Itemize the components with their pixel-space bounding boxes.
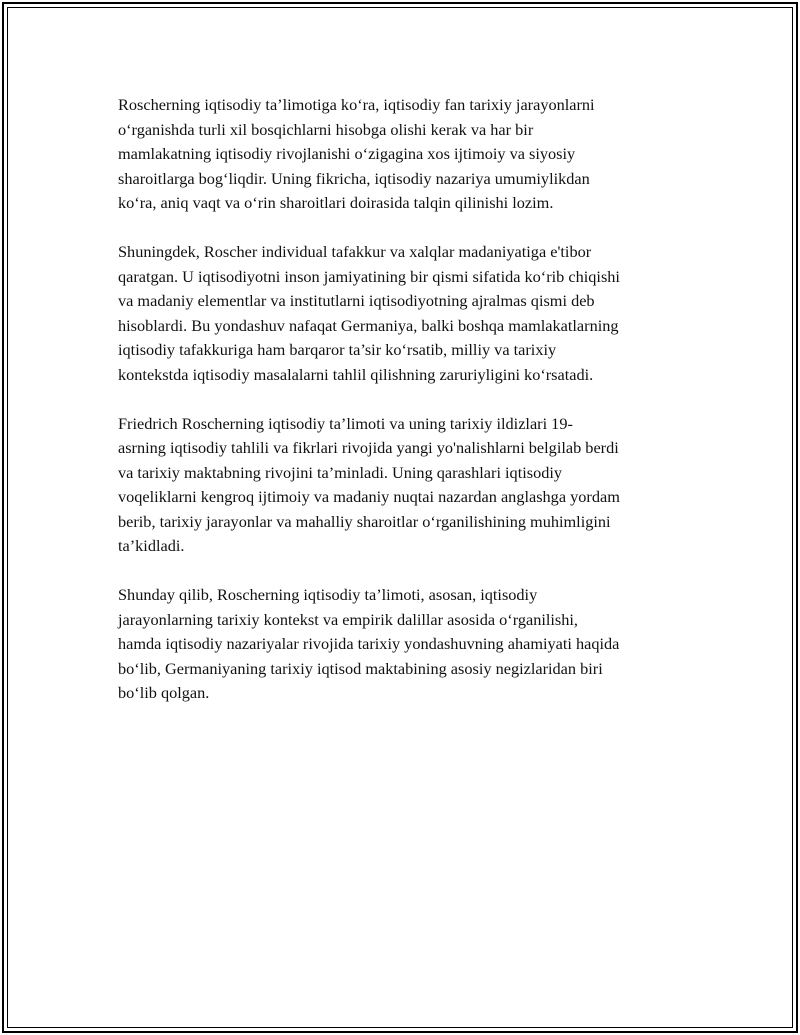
paragraph-1: Roscherning iqtisodiy ta’limotiga ko‘ra, iqtisodiy fan tarixiy jarayonlarni o‘rganishda turli xil bosqichlarni hisobga olishi kerak va har bir mamlakatning iqtisodiy rivojlanishi o‘zigagina xos ijtimoiy va siyosiy sharoitlarga bog‘liqdir. Uning fikricha, iqtisodiy nazariya umumiylikdan ko‘ra, aniq vaqt va o‘rin sharoitlari doirasida talqin qilinishi lozim.: [118, 95, 595, 212]
document-body: [118, 93, 690, 730]
paragraph-2: Shuningdek, Roscher individual tafakkur va xalqlar madaniyatiga e'tibor qaratgan. U iqtisodiyotni inson jamiyatining bir qismi sifatida ko‘rib chiqishi va madaniy elementlar va institutlarni iqtisodiyotning ajralmas qismi deb hisoblardi. Bu yondashuv nafaqat Germaniya, balki boshqa mamlakatlarning iqtisodiy tafakkuriga ham barqaror ta’sir ko‘rsatib, milliy va tarixiy kontekstda iqtisodiy masalalarni tahlil qilishning zaruriyligini ko‘rsatadi.: [118, 242, 620, 384]
paragraph-4: Shunday qilib, Roscherning iqtisodiy ta’limoti, asosan, iqtisodiy jarayonlarning tarixiy kontekst va empirik dalillar asosida o‘rganilishi, hamda iqtisodiy nazariyalar rivojida tarixiy yondashuvning ahamiyati haqida bo‘lib, Germaniyaning tarixiy iqtisod maktabining asosiy negizlaridan biri bo‘lib qolgan.: [118, 585, 620, 702]
paragraph-3: Friedrich Roscherning iqtisodiy ta’limoti va uning tarixiy ildizlari 19- asrning iqtisodiy tahlili va fikrlari rivojida yangi yo'nalishlarni belgilab berdi va tarixiy maktabning rivojini ta’minladi. Uning qarashlari iqtisodiy voqeliklarni kengroq ijtimoiy va madaniy nuqtai nazardan anglashga yordam berib, tarixiy jarayonlar va mahalliy sharoitlar o‘rganilishining muhimligini ta’kidladi.: [118, 413, 620, 555]
